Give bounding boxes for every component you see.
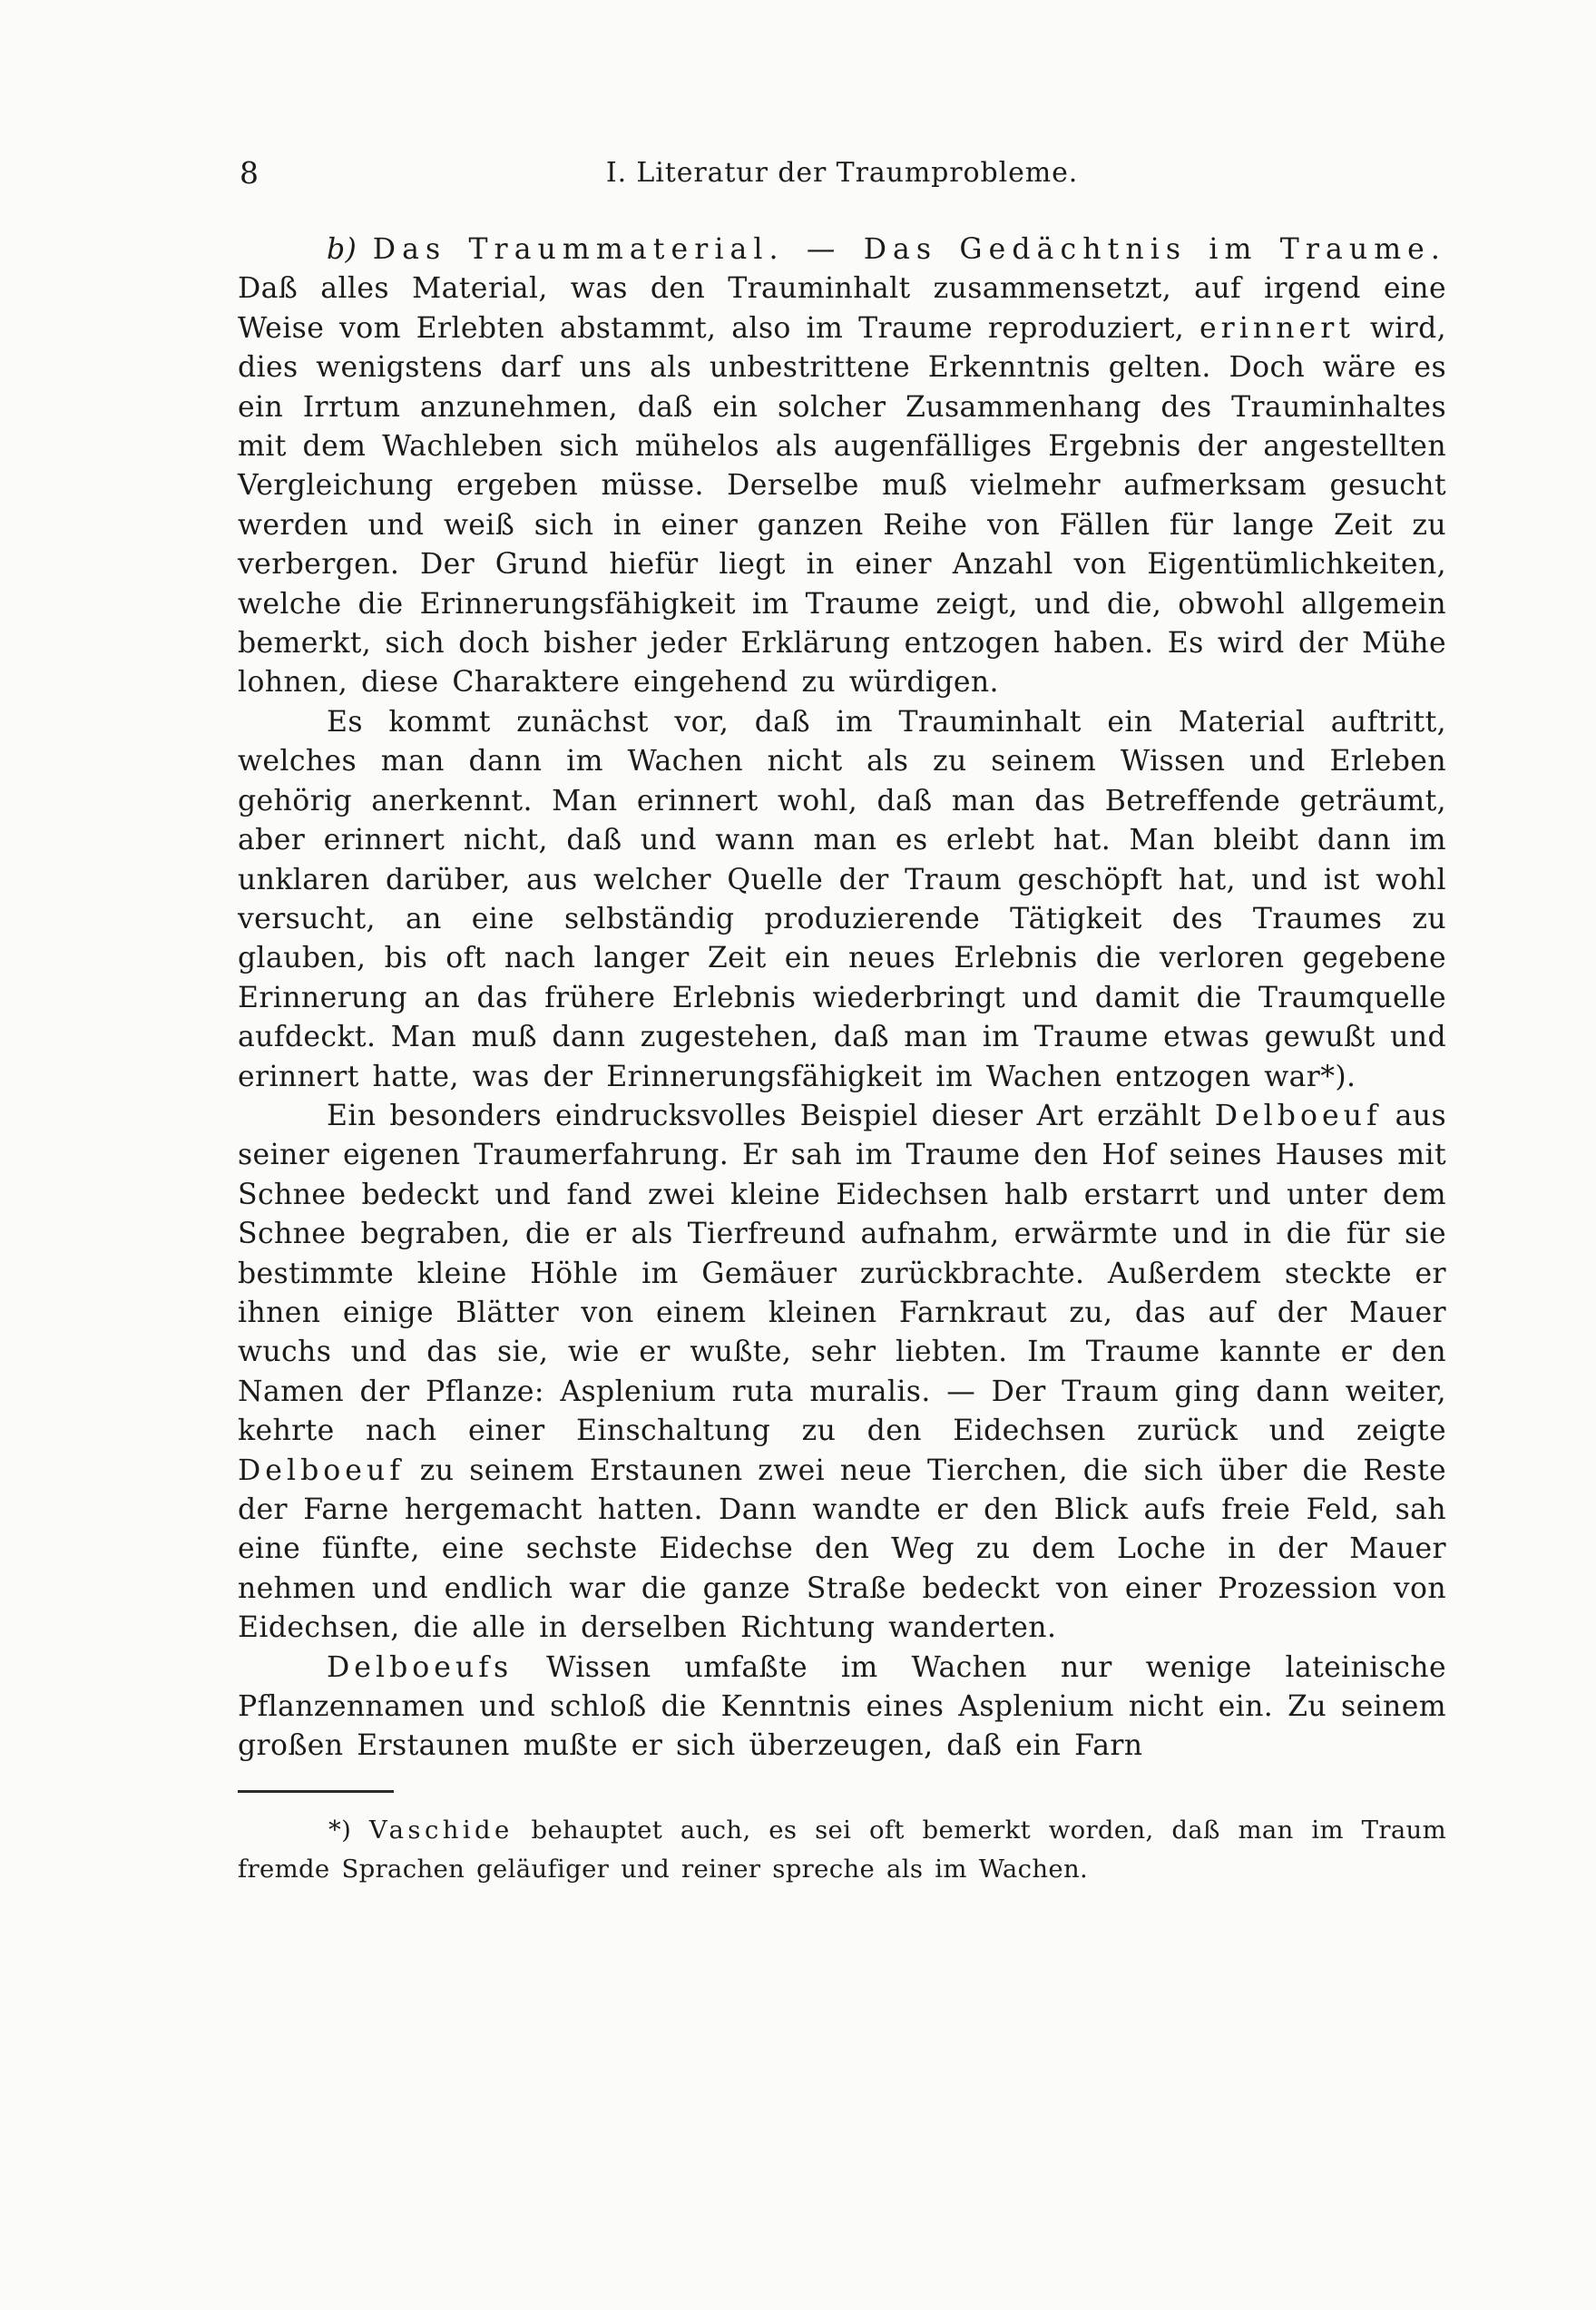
footnote-ref: *): [1320, 1060, 1347, 1093]
author-name: Delboeuf: [1214, 1099, 1382, 1132]
paragraph-3: [238, 1097, 1446, 1649]
text-segment: Wissen umfaßte im Wachen nur wenige lateinische Pflanzennamen und schloß die Kenntnis eines Asplenium nicht ein. Zu seinem großen Erstaunen mußte er sich überzeugen, daß ein Farn: [238, 1650, 1446, 1763]
text-segment: Ein besonders eindrucksvolles Beispiel dieser Art erzählt: [327, 1099, 1215, 1132]
page-header: [238, 156, 1446, 196]
text-segment: zu seinem Erstaunen zwei neue Tierchen, die sich über die Reste der Farne hergemacht hatten. Dann wandte er den Blick aufs freie Feld, sah eine fünfte, eine sechste Eidechse den Weg zu dem Loche in der Mauer nehmen und endlich war die ganze Straße bedeckt von einer Prozession von Eidechsen, die alle in derselben Richtung wanderten.: [238, 1454, 1446, 1645]
paragraph-4: [238, 1649, 1446, 1767]
footnote-text: [238, 1811, 1446, 1889]
footnote-marker: *): [328, 1815, 369, 1845]
text-segment: Es kommt zunächst vor, daß im Trauminhalt ein Material auftritt, welches man dann im Wachen nicht als zu seinem Wissen und Erleben gehörig anerkennt. Man erinnert wohl, daß man das Betreffende geträumt, aber erinnert nicht, daß und wann man es erlebt hat. Man bleibt dann im unklaren darüber, aus welcher Quelle der Traum geschöpft hat, und ist wohl versucht, an eine selbständig produzierende Tätigkeit des Traumes zu glauben, bis oft nach langer Zeit ein neues Erlebnis die verloren gegebene Erinnerung an das frühere Erlebnis wiederbringt und damit die Traumquelle aufdeckt. Man muß dann zugestehen, daß man im Traume etwas gewußt und erinnert hatte, was der Erinnerungsfähigkeit im Wachen entzogen war: [238, 705, 1446, 1093]
author-name: Delboeuf: [238, 1454, 406, 1487]
page-number: 8: [240, 155, 259, 191]
section-heading: Das Traummaterial. — Das Gedächtnis im Traume.: [372, 233, 1447, 266]
running-header: I. Literatur der Traumprobleme.: [605, 157, 1079, 189]
body-text: [238, 230, 1446, 1767]
author-name: Vaschide: [368, 1815, 514, 1845]
text-segment: .: [1346, 1060, 1356, 1093]
text-segment: aus seiner eigenen Traumerfahrung. Er sah im Traume den Hof seines Hauses mit Schnee bedeckt und fand zwei kleine Eidechsen halb erstarrt und unter dem Schnee begraben, die er als Tierfreund aufnahm, erwärmte und in die für sie bestimmte kleine Höhle im Gemäuer zurückbrachte. Außerdem steckte er ihnen einige Blätter von einem kleinen Farnkraut zu, das auf der Mauer wuchs und das sie, wie er wußte, sehr liebten. Im Traume kannte er den Namen der Pflanze: Asplenium ruta muralis. — Der Traum ging dann weiter, kehrte nach einer Einschaltung zu den Eidechsen zurück und zeigte: [238, 1099, 1446, 1448]
text-segment: Daß alles Material, was den Trauminhalt zusammensetzt, auf irgend eine Weise vom Erlebten abstammt, also im Traume reproduziert,: [238, 272, 1446, 345]
emphasized-word: erinnert: [1199, 311, 1355, 345]
footnote-separator: [238, 1790, 394, 1793]
text-segment: behauptet auch, es sei oft bemerkt worden, daß man im Traum fremde Sprachen geläufiger und reiner spreche als im Wachen.: [238, 1815, 1446, 1884]
footnote-block: [238, 1790, 1446, 1889]
text-segment: wird, dies wenigstens darf uns als unbestrittene Erkenntnis gelten. Doch wäre es ein Irrtum anzunehmen, daß ein solcher Zusammenhang des Trauminhaltes mit dem Wachleben sich mühelos als augenfälliges Ergebnis der angestellten Vergleichung ergeben müsse. Derselbe muß vielmehr aufmerksam gesucht werden und weiß sich in einer ganzen Reihe von Fällen für lange Zeit zu verbergen. Der Grund hiefür liegt in einer Anzahl von Eigentümlichkeiten, welche die Erinnerungsfähigkeit im Traume zeigt, und die, obwohl allgemein bemerkt, sich doch bisher jeder Erklärung entzogen haben. Es wird der Mühe lohnen, diese Charaktere eingehend zu würdigen.: [238, 311, 1446, 700]
paragraph-1: [238, 230, 1446, 703]
author-name: Delboeufs: [327, 1650, 514, 1684]
section-letter: b): [327, 233, 373, 266]
paragraph-2: [238, 703, 1446, 1097]
